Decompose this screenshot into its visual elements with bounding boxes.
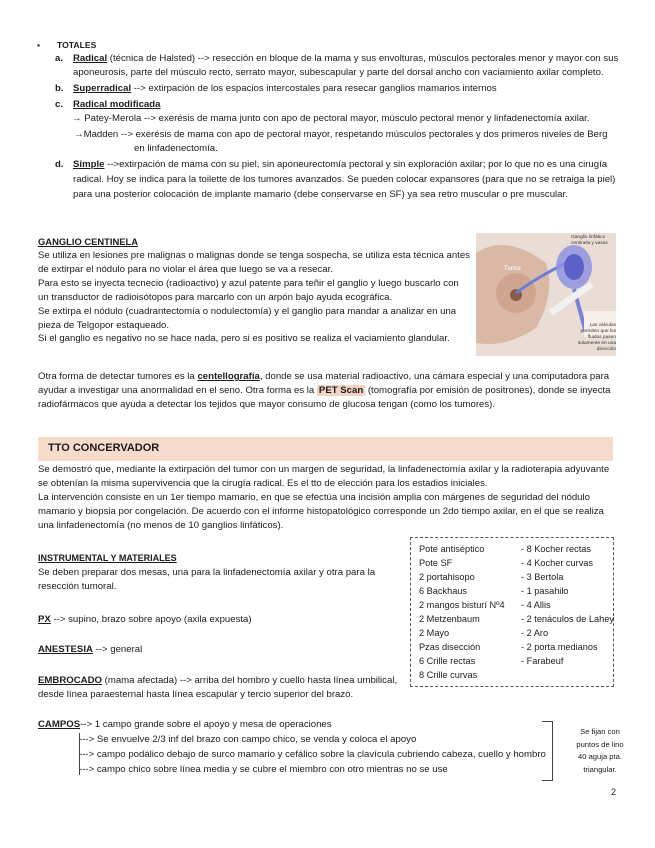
list-item-radical-modificada: c. Radical modificada xyxy=(55,99,161,110)
list-item-radical: a. Radical (técnica de Halsted) --> resección en bloque de la mama y sus envolturas, músculos pectorales menor y mayor con sus xyxy=(55,53,619,64)
sentinel-node-illustration xyxy=(476,233,616,356)
ganglio-centinela-heading: GANGLIO CENTINELA xyxy=(38,236,138,247)
px-line: PX --> supino, brazo sobre apoyo (axila expuesta) xyxy=(38,614,252,625)
campos-side-note: Se fijan con puntos de lino 40 aguja pta. triangular. xyxy=(576,727,624,774)
figure-label-top: Ganglio linfático centinela y vasos xyxy=(571,235,608,246)
list-item-radical-cont: aponeurosis, parte del músculo recto, serrato mayor, subescapular y parte del dorsal ancho con vaciamiento axilar completo. xyxy=(73,67,604,78)
embrocado-paragraph: EMBROCADO (mama afectada) --> arriba del hombro y cuello hasta línea umbilical, desde línea paraesternal hasta línea escapular y tercio superior del brazo. xyxy=(38,675,398,700)
campos-brace xyxy=(542,721,553,781)
list-item-simple-cont2: para una posterior colocación de implante mamario (debe conservarse en SF) ya sea retro muscular o pre muscular. xyxy=(73,189,568,200)
tto-conservador-heading: TTO CONCERVADOR xyxy=(38,437,613,461)
madden-line: →Madden --> exerésis de mama con apo de pectoral mayor, respetando músculos pectorales y dos primeros niveles de Berg xyxy=(74,129,608,140)
pet-scan-term: PET Scan xyxy=(318,384,364,396)
instrumental-list-box: Pote antiséptico - 8 Kocher rectas Pote SF - 4 Kocher curvas 2 portahisopo - 3 Bertola 6 Backhaus - 1 pasahilo 2 mangos bisturí Nº4 - 4 Allis 2 Metzenbaum - 2 tenáculos de Lahey 2 Mayo - 2 Aro Pzas disección - 2 porta medianos 6 Crille rectas - Farabeuf 8 Crille curvas xyxy=(410,537,614,687)
centellografia-term: centellografía xyxy=(197,371,260,382)
bullet-icon: ▪ xyxy=(37,40,41,50)
campos-bracket xyxy=(79,733,82,775)
totales-heading: ▪ TOTALES xyxy=(37,39,96,53)
campos-line-4: ---> campo chico sobre línea media y se cubre el miembro con otro mientras no se use xyxy=(79,764,448,775)
list-item-superradical: b. Superradical --> extirpación de los espacios intercostales para resecar ganglios mamarios internos xyxy=(55,83,497,94)
instrumental-heading: INSTRUMENTAL Y MATERIALES xyxy=(38,553,177,563)
campos-line-1: CAMPOS--> 1 campo grande sobre el apoyo y mesa de operaciones xyxy=(38,719,332,730)
anestesia-line: ANESTESIA --> general xyxy=(38,644,143,655)
list-item-simple: d. Simple -->extirpación de mama con su piel, sin aponeurectomía pectoral y sin exploración axilar; por lo que no es una cirugía xyxy=(55,159,608,170)
tto-paragraph: Se demostró que, mediante la extirpación del tumor con un margen de seguridad, la linfadenectomía axilar y la radioterapia adyuvante se obtenían la misma supervivencia que la cirugía radical. Es el tto de elección para los estadios iniciales. La intervención consiste en un 1er tiempo mamario, en que se efectúa una incisión amplia con márgenes de seguridad del nódulo mamario y biopsia por congelación. De acuerdo con el informe histopatológico corresponde un 2do tiempo axilar, en el que se realiza una linfadenectomía (no menos de 10 ganglios linfáticos). xyxy=(38,464,610,531)
madden-line-cont: en linfadenectomía. xyxy=(134,143,218,154)
page-number: 2 xyxy=(611,787,617,797)
deteccion-paragraph: Otra forma de detectar tumores es la centellografía, donde se usa material radioactivo, una cámara especial y una computadora para ayudar a investigar una anormalidad en el seno. Otra forma es la PET Scan (tomografía por emisión de positrones), donde se inyecta radiofármacos que ayuda a detectar los tejidos que mayor consumo de glucosa tengan (como los tumores). xyxy=(38,371,611,410)
campos-line-2: ---> Se envuelve 2/3 inf del brazo con campo chico, se venda y coloca el apoyo xyxy=(79,734,417,745)
list-item-simple-cont1: radical. Hoy se indica para la toilette de los tumores avanzados. Se pueden colocar expansores (para que no se retraiga la piel) xyxy=(73,174,616,185)
campos-line-3: ---> campo podálico debajo de surco mamario y cefálico sobre la clavícula cubriendo cabeza, cuello y hombro xyxy=(79,749,546,760)
patey-merola-line: → Patey-Merola --> exerésis de mama junto con apo de pectoral mayor, músculo pectoral menor y linfadenectomía axilar. xyxy=(72,113,590,124)
ganglio-paragraph: Se utiliza en lesiones pre malignas o malignas donde se tenga sospecha, se utiliza esta técnica antes de extirpar el nódulo para no violar el área que luego se va a resecar. Para esto se inyecta tecnecio (radioactivo) y azul patente para teñir el ganglio y luego buscarlo con un transductor de radioisótopos para marcarlo con un arpón bajo ayuda ecográfica. Se extirpa el nódulo (cuadrantectomía o nodulectomía) y el ganglio para mandar a analizar en una pieza de Telgopor estaqueado. Si el ganglio es negativo no se hace nada, pero si es positivo se realiza el vaciamiento glandular. xyxy=(38,250,470,345)
figure-label-bottom: Las válvulas permiten que los fluidos pasen solamente en una dirección xyxy=(577,323,616,352)
instrumental-paragraph: Se deben preparar dos mesas, una para la linfadenectomía axilar y otra para la resección tumoral. xyxy=(38,567,376,592)
figure-label-tumor: Tumor xyxy=(504,266,522,272)
